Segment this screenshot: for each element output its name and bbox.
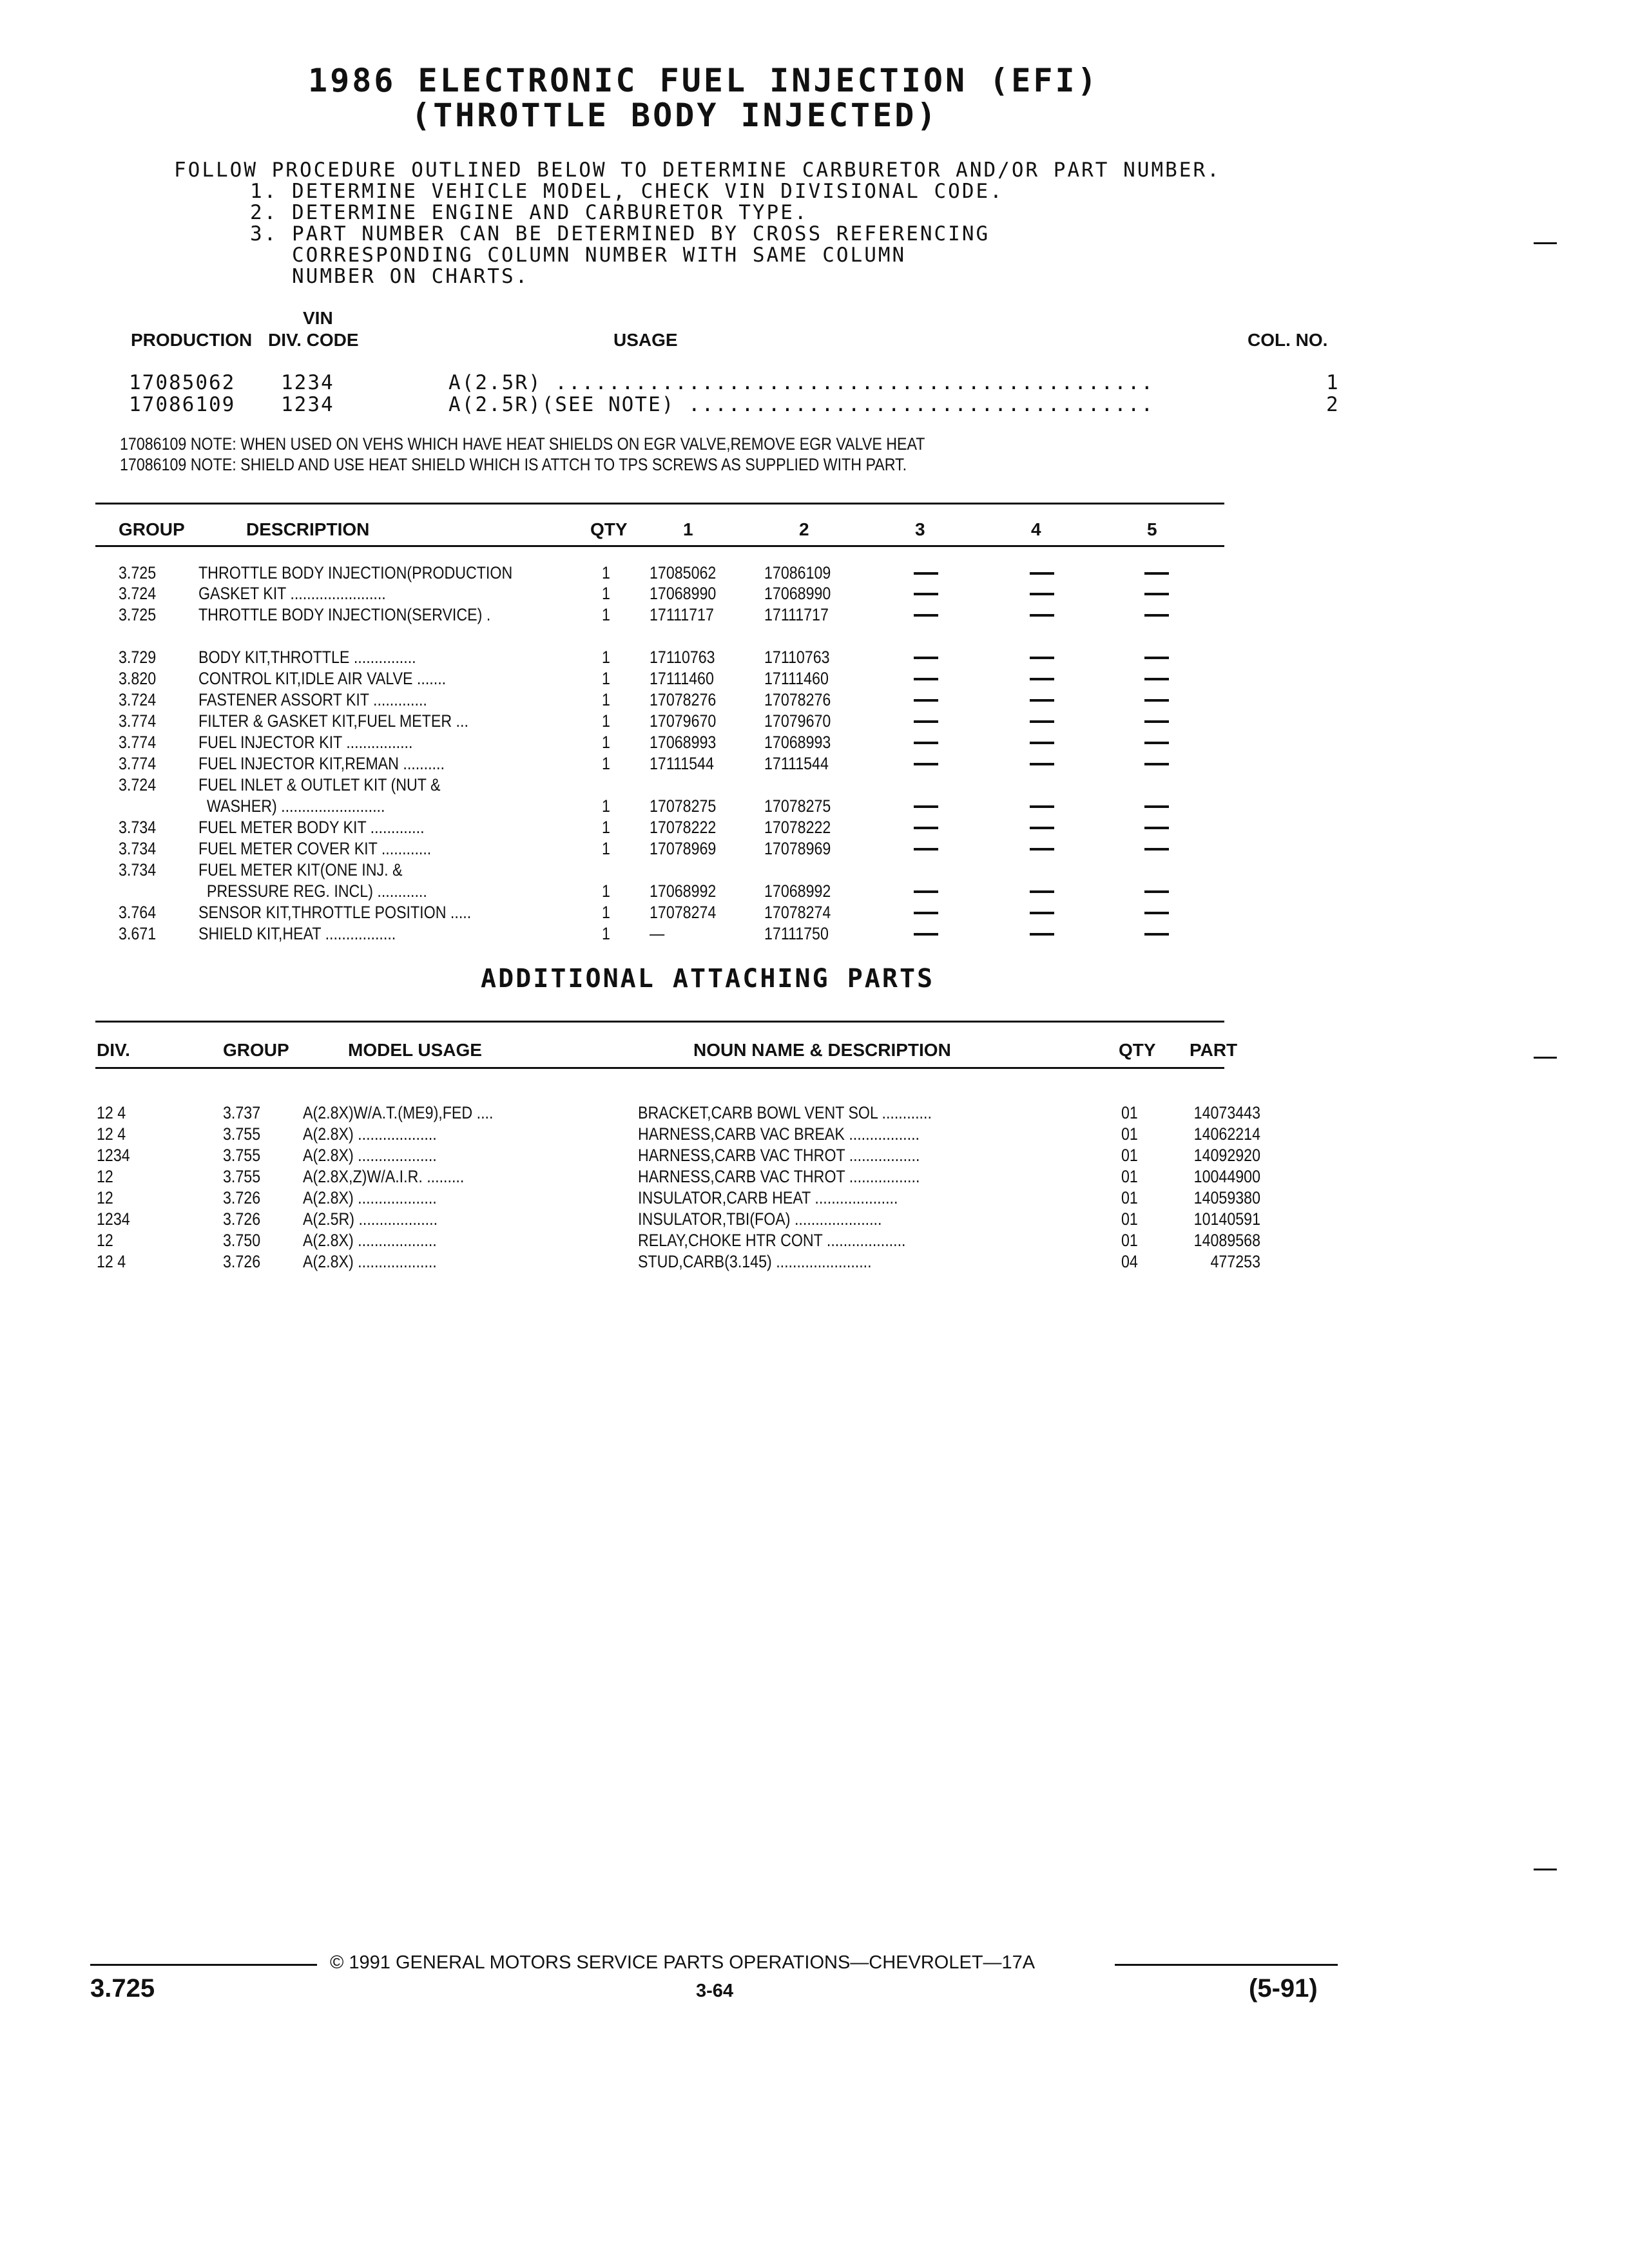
row-col-2: 17111460	[764, 669, 829, 688]
row-description: THROTTLE BODY INJECTION(SERVICE) .	[198, 605, 491, 624]
col-header-vin: VIN	[303, 308, 333, 328]
footer-rule-left	[90, 1964, 317, 1966]
no-part-dash-col-4	[1030, 657, 1054, 659]
note-line: 17086109 NOTE: WHEN USED ON VEHS WHICH HAVE HEAT SHIELDS ON EGR VALVE,REMOVE EGR VALVE HEAT	[120, 434, 925, 454]
col-header-2: 2	[799, 519, 809, 539]
no-part-dash-col-4	[1030, 933, 1054, 936]
table-top-rule	[95, 503, 1224, 505]
row-qty: 1	[602, 669, 610, 688]
usage: A(2.5R) .............................................	[448, 371, 1155, 394]
row-qty: 01	[1121, 1231, 1138, 1250]
no-part-dash-col-5	[1144, 848, 1169, 850]
no-part-dash-col-5	[1144, 912, 1169, 914]
row-qty: 1	[602, 733, 610, 752]
row-description: FASTENER ASSORT KIT .............	[198, 690, 427, 709]
no-part-dash-col-4	[1030, 848, 1054, 850]
row-part-number: 14089568	[1193, 1231, 1260, 1250]
instructions-lead: FOLLOW PROCEDURE OUTLINED BELOW TO DETERMINE CARBURETOR AND/OR PART NUMBER.	[174, 159, 1221, 182]
row-col-2: 17078222	[764, 818, 831, 837]
row-qty: 01	[1121, 1209, 1138, 1229]
row-div: 12	[97, 1167, 113, 1186]
div-code: 1234	[281, 371, 334, 394]
row-col-1: 17079670	[650, 711, 717, 731]
no-part-dash-col-5	[1144, 890, 1169, 893]
row-div: 12 4	[97, 1252, 126, 1271]
no-part-dash-col-5	[1144, 720, 1169, 723]
footer-copyright: © 1991 GENERAL MOTORS SERVICE PARTS OPERATIONS—CHEVROLET—17A	[330, 1952, 1036, 1973]
row-description: PRESSURE REG. INCL) ............	[198, 881, 427, 901]
no-part-dash-col-5	[1144, 742, 1169, 744]
row-group: 3.726	[223, 1252, 261, 1271]
row-group: 3.671	[119, 924, 157, 943]
no-part-dash-col-4	[1030, 678, 1054, 680]
col-header-noun-name: NOUN NAME & DESCRIPTION	[693, 1040, 951, 1060]
row-noun-name: HARNESS,CARB VAC BREAK .................	[638, 1124, 920, 1144]
row-qty: 1	[602, 903, 610, 922]
row-qty: 1	[602, 881, 610, 901]
row-model-usage: A(2.8X) ...................	[303, 1146, 437, 1165]
row-qty: 1	[602, 648, 610, 667]
row-description: FILTER & GASKET KIT,FUEL METER ...	[198, 711, 468, 731]
row-col-1: 17078275	[650, 796, 717, 816]
row-group: 3.820	[119, 669, 157, 688]
row-noun-name: INSULATOR,CARB HEAT ....................	[638, 1188, 898, 1207]
row-qty: 1	[602, 563, 610, 582]
no-part-dash-col-4	[1030, 890, 1054, 893]
no-part-dash-col-4	[1030, 827, 1054, 829]
row-noun-name: HARNESS,CARB VAC THROT .................	[638, 1167, 920, 1186]
col-number: 2	[1326, 393, 1340, 416]
row-col-1: 17068992	[650, 881, 717, 901]
col-header-description: DESCRIPTION	[246, 519, 370, 539]
instruction-step: 2. DETERMINE ENGINE AND CARBURETOR TYPE.	[250, 201, 809, 224]
row-description: FUEL METER COVER KIT ............	[198, 839, 432, 858]
row-group: 3.725	[119, 605, 157, 624]
row-description: FUEL INLET & OUTLET KIT (NUT &	[198, 775, 441, 794]
col-number: 1	[1326, 371, 1340, 394]
row-part-number: 477253	[1210, 1252, 1260, 1271]
row-group: 3.734	[119, 839, 157, 858]
row-col-1: 17078222	[650, 818, 717, 837]
row-qty: 01	[1121, 1188, 1138, 1207]
row-qty: 01	[1121, 1103, 1138, 1122]
row-qty: 1	[602, 690, 610, 709]
no-part-dash-col-3	[914, 933, 938, 936]
row-group: 3.764	[119, 903, 157, 922]
row-div: 12	[97, 1231, 113, 1250]
row-model-usage: A(2.8X) ...................	[303, 1124, 437, 1144]
row-part-number: 14092920	[1193, 1146, 1260, 1165]
attaching-title: ADDITIONAL ATTACHING PARTS	[481, 964, 935, 994]
row-col-1: —	[650, 924, 665, 943]
row-qty: 1	[602, 818, 610, 837]
row-description: FUEL METER KIT(ONE INJ. &	[198, 860, 403, 879]
row-col-2: 17078969	[764, 839, 831, 858]
row-model-usage: A(2.5R) ...................	[303, 1209, 438, 1229]
row-description: SHIELD KIT,HEAT .................	[198, 924, 396, 943]
row-col-2: 17078276	[764, 690, 831, 709]
row-model-usage: A(2.8X) ...................	[303, 1252, 437, 1271]
attaching-header-rule	[95, 1067, 1224, 1069]
row-div: 12 4	[97, 1124, 126, 1144]
row-description: CONTROL KIT,IDLE AIR VALVE .......	[198, 669, 447, 688]
footer-group-number: 3.725	[90, 1974, 155, 2003]
footer-page-number: 3-64	[696, 1981, 734, 2001]
col-header-3: 3	[915, 519, 925, 539]
no-part-dash-col-3	[914, 572, 938, 575]
no-part-dash-col-4	[1030, 593, 1054, 595]
row-group: 3.750	[223, 1231, 261, 1250]
no-part-dash-col-5	[1144, 827, 1169, 829]
row-col-2: 17110763	[764, 648, 830, 667]
production-number: 17086109	[129, 393, 236, 416]
row-col-2: 17079670	[764, 711, 831, 731]
no-part-dash-col-3	[914, 805, 938, 808]
row-qty: 1	[602, 924, 610, 943]
row-group: 3.724	[119, 584, 157, 603]
row-div: 1234	[97, 1209, 130, 1229]
col-header-div: DIV.	[97, 1040, 130, 1060]
row-noun-name: INSULATOR,TBI(FOA) .....................	[638, 1209, 882, 1229]
row-col-1: 17078276	[650, 690, 717, 709]
row-description: THROTTLE BODY INJECTION(PRODUCTION	[198, 563, 513, 582]
row-qty: 1	[602, 754, 610, 773]
div-code: 1234	[281, 393, 334, 416]
production-number: 17085062	[129, 371, 236, 394]
no-part-dash-col-3	[914, 699, 938, 702]
no-part-dash-col-4	[1030, 699, 1054, 702]
row-group: 3.724	[119, 690, 157, 709]
no-part-dash-col-4	[1030, 763, 1054, 765]
margin-mark	[1534, 242, 1557, 244]
row-qty: 1	[602, 839, 610, 858]
row-description: SENSOR KIT,THROTTLE POSITION .....	[198, 903, 472, 922]
row-col-2: 17068990	[764, 584, 831, 603]
row-group: 3.755	[223, 1124, 261, 1144]
no-part-dash-col-5	[1144, 805, 1169, 808]
row-description: WASHER) .........................	[198, 796, 385, 816]
row-col-2: 17068993	[764, 733, 831, 752]
row-qty: 01	[1121, 1146, 1138, 1165]
no-part-dash-col-5	[1144, 593, 1169, 595]
page-title-line1: 1986 ELECTRONIC FUEL INJECTION (EFI)	[308, 62, 1099, 99]
row-part-number: 14062214	[1193, 1124, 1260, 1144]
page-title-line2: (THROTTLE BODY INJECTED)	[411, 97, 939, 134]
no-part-dash-col-4	[1030, 614, 1054, 617]
row-group: 3.729	[119, 648, 157, 667]
col-header-group: GROUP	[223, 1040, 289, 1060]
row-model-usage: A(2.8X) ...................	[303, 1188, 437, 1207]
row-description: BODY KIT,THROTTLE ...............	[198, 648, 416, 667]
usage: A(2.5R)(SEE NOTE) ...................................	[448, 393, 1155, 416]
col-header-qty: QTY	[1119, 1040, 1156, 1060]
no-part-dash-col-3	[914, 742, 938, 744]
no-part-dash-col-5	[1144, 933, 1169, 936]
row-qty: 1	[602, 605, 610, 624]
no-part-dash-col-3	[914, 678, 938, 680]
row-model-usage: A(2.8X,Z)W/A.I.R. .........	[303, 1167, 465, 1186]
row-group: 3.726	[223, 1188, 261, 1207]
row-part-number: 14059380	[1193, 1188, 1260, 1207]
no-part-dash-col-3	[914, 720, 938, 723]
col-header-5: 5	[1147, 519, 1157, 539]
row-qty: 1	[602, 796, 610, 816]
row-group: 3.755	[223, 1146, 261, 1165]
row-noun-name: HARNESS,CARB VAC THROT .................	[638, 1146, 920, 1165]
row-col-1: 17078274	[650, 903, 717, 922]
row-col-1: 17068993	[650, 733, 717, 752]
col-header-part: PART	[1190, 1040, 1238, 1060]
row-div: 1234	[97, 1146, 130, 1165]
col-header-4: 4	[1031, 519, 1041, 539]
no-part-dash-col-5	[1144, 678, 1169, 680]
row-col-2: 17078275	[764, 796, 831, 816]
margin-mark	[1534, 1869, 1557, 1870]
no-part-dash-col-3	[914, 912, 938, 914]
row-description: FUEL METER BODY KIT .............	[198, 818, 425, 837]
margin-mark	[1534, 1057, 1557, 1059]
no-part-dash-col-5	[1144, 614, 1169, 617]
row-qty: 04	[1121, 1252, 1138, 1271]
no-part-dash-col-3	[914, 827, 938, 829]
col-header-div-code: DIV. CODE	[268, 330, 359, 350]
no-part-dash-col-3	[914, 890, 938, 893]
row-qty: 01	[1121, 1124, 1138, 1144]
row-group: 3.737	[223, 1103, 261, 1122]
col-header-model-usage: MODEL USAGE	[348, 1040, 482, 1060]
row-col-1: 17085062	[650, 563, 717, 582]
no-part-dash-col-4	[1030, 742, 1054, 744]
row-part-number: 14073443	[1193, 1103, 1260, 1122]
col-header-col-no: COL. NO.	[1248, 330, 1328, 350]
row-col-2: 17078274	[764, 903, 831, 922]
row-col-2: 17086109	[764, 563, 831, 582]
col-header-1: 1	[683, 519, 693, 539]
table-header-rule	[95, 545, 1224, 547]
row-part-number: 10140591	[1193, 1209, 1260, 1229]
col-header-production: PRODUCTION	[131, 330, 253, 350]
col-header-usage: USAGE	[613, 330, 678, 350]
col-header-group: GROUP	[119, 519, 185, 539]
row-model-usage: A(2.8X)W/A.T.(ME9),FED ....	[303, 1103, 494, 1122]
row-model-usage: A(2.8X) ...................	[303, 1231, 437, 1250]
instruction-step: 1. DETERMINE VEHICLE MODEL, CHECK VIN DIVISIONAL CODE.	[250, 180, 1004, 203]
row-description: FUEL INJECTOR KIT,REMAN ..........	[198, 754, 445, 773]
row-group: 3.774	[119, 733, 157, 752]
no-part-dash-col-4	[1030, 912, 1054, 914]
row-qty: 01	[1121, 1167, 1138, 1186]
row-group: 3.725	[119, 563, 157, 582]
no-part-dash-col-3	[914, 593, 938, 595]
row-group: 3.734	[119, 818, 157, 837]
row-description: FUEL INJECTOR KIT ................	[198, 733, 413, 752]
row-col-1: 17110763	[650, 648, 715, 667]
row-group: 3.724	[119, 775, 157, 794]
row-group: 3.774	[119, 754, 157, 773]
row-col-2: 17068992	[764, 881, 831, 901]
no-part-dash-col-5	[1144, 657, 1169, 659]
row-part-number: 10044900	[1193, 1167, 1260, 1186]
row-col-1: 17111717	[650, 605, 714, 624]
col-header-qty: QTY	[590, 519, 628, 539]
row-qty: 1	[602, 711, 610, 731]
row-col-2: 17111717	[764, 605, 829, 624]
row-description: GASKET KIT .......................	[198, 584, 386, 603]
row-div: 12	[97, 1188, 113, 1207]
row-group: 3.734	[119, 860, 157, 879]
no-part-dash-col-5	[1144, 572, 1169, 575]
instruction-step: NUMBER ON CHARTS.	[250, 265, 530, 288]
instruction-step: CORRESPONDING COLUMN NUMBER WITH SAME COLUMN	[250, 244, 907, 267]
footer-date: (5-91)	[1249, 1974, 1318, 2003]
row-qty: 1	[602, 584, 610, 603]
row-noun-name: RELAY,CHOKE HTR CONT ...................	[638, 1231, 906, 1250]
attaching-top-rule	[95, 1021, 1224, 1023]
row-col-1: 17078969	[650, 839, 717, 858]
no-part-dash-col-3	[914, 848, 938, 850]
no-part-dash-col-3	[914, 763, 938, 765]
no-part-dash-col-5	[1144, 699, 1169, 702]
row-noun-name: STUD,CARB(3.145) .......................	[638, 1252, 872, 1271]
row-div: 12 4	[97, 1103, 126, 1122]
row-group: 3.755	[223, 1167, 261, 1186]
row-col-1: 17068990	[650, 584, 717, 603]
row-col-1: 17111460	[650, 669, 714, 688]
row-group: 3.726	[223, 1209, 261, 1229]
note-line: 17086109 NOTE: SHIELD AND USE HEAT SHIELD WHICH IS ATTCH TO TPS SCREWS AS SUPPLIED WITH PART.	[120, 455, 907, 474]
instruction-step: 3. PART NUMBER CAN BE DETERMINED BY CROSS REFERENCING	[250, 222, 990, 245]
row-col-2: 17111750	[764, 924, 829, 943]
no-part-dash-col-4	[1030, 720, 1054, 723]
no-part-dash-col-3	[914, 657, 938, 659]
no-part-dash-col-4	[1030, 572, 1054, 575]
row-noun-name: BRACKET,CARB BOWL VENT SOL ............	[638, 1103, 932, 1122]
row-group: 3.774	[119, 711, 157, 731]
row-col-1: 17111544	[650, 754, 714, 773]
no-part-dash-col-5	[1144, 763, 1169, 765]
row-col-2: 17111544	[764, 754, 829, 773]
no-part-dash-col-4	[1030, 805, 1054, 808]
footer-rule-right	[1115, 1964, 1338, 1966]
no-part-dash-col-3	[914, 614, 938, 617]
